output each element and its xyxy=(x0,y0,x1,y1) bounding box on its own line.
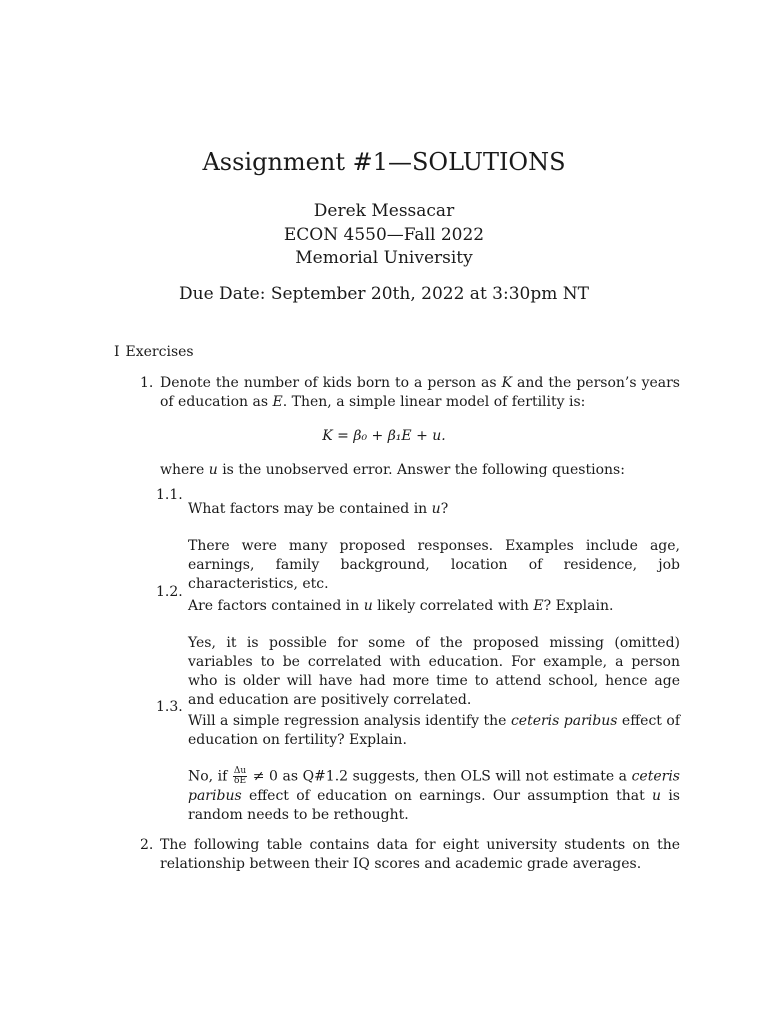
section-heading xyxy=(114,342,194,362)
document-title: Assignment #1—SOLUTIONS xyxy=(202,148,566,176)
question-1-where: where u is the unobserved error. Answer the following questions: xyxy=(160,462,625,478)
section-title: Exercises xyxy=(125,344,194,360)
institution-name: Memorial University xyxy=(295,248,473,268)
due-date: Due Date: September 20th, 2022 at 3:30pm NT xyxy=(179,284,589,304)
subquestion-1-2-answer: Yes, it is possible for some of the proposed missing (omitted) variables to be correlated with education. For example, a person who is older will have had more time to attend school, hence age and education are positively correlated. xyxy=(188,635,680,708)
author-name: Derek Messacar xyxy=(313,201,455,221)
fertility-equation: K = β₀ + β₁E + u. xyxy=(322,428,446,444)
subquestion-1-1-answer: There were many proposed responses. Examples include age, earnings, family background, location of residence, job characteristics, etc. xyxy=(188,538,680,592)
question-1-text: Denote the number of kids born to a person as K and the person’s years of education as E. Then, a simple linear model of fertility is: xyxy=(160,375,680,410)
question-1-number: 1. xyxy=(140,375,154,391)
subquestion-1-2-text: Are factors contained in u likely correlated with E? Explain. xyxy=(188,598,614,614)
subquestion-1-1-number: 1.1. xyxy=(156,487,183,503)
delta-fraction: $\frac{\Delta u}{\delta E}$ xyxy=(233,766,247,786)
subquestion-1-3-text: Will a simple regression analysis identify the ceteris paribus effect of education on fertility? Explain. xyxy=(188,713,680,748)
subquestion-1-1-text: What factors may be contained in u? xyxy=(188,501,449,517)
course-name: ECON 4550—Fall 2022 xyxy=(283,224,485,245)
subquestion-1-3-number: 1.3. xyxy=(156,699,183,715)
subquestion-1-2-number: 1.2. xyxy=(156,584,183,600)
author-block xyxy=(0,200,768,271)
subquestion-1-3-answer: No, if $\frac{\Delta u}{\delta E}$ ≠ 0 as Q#1.2 suggests, then OLS will not estimate a ceteris paribus effect of education on earnings. Our assumption that u is random needs to be rethought. xyxy=(188,766,680,823)
question-2-text: The following table contains data for eight university students on the relationship between their IQ scores and academic grade averages. xyxy=(160,837,680,872)
question-2-number: 2. xyxy=(140,837,154,853)
section-number: I xyxy=(114,344,120,360)
